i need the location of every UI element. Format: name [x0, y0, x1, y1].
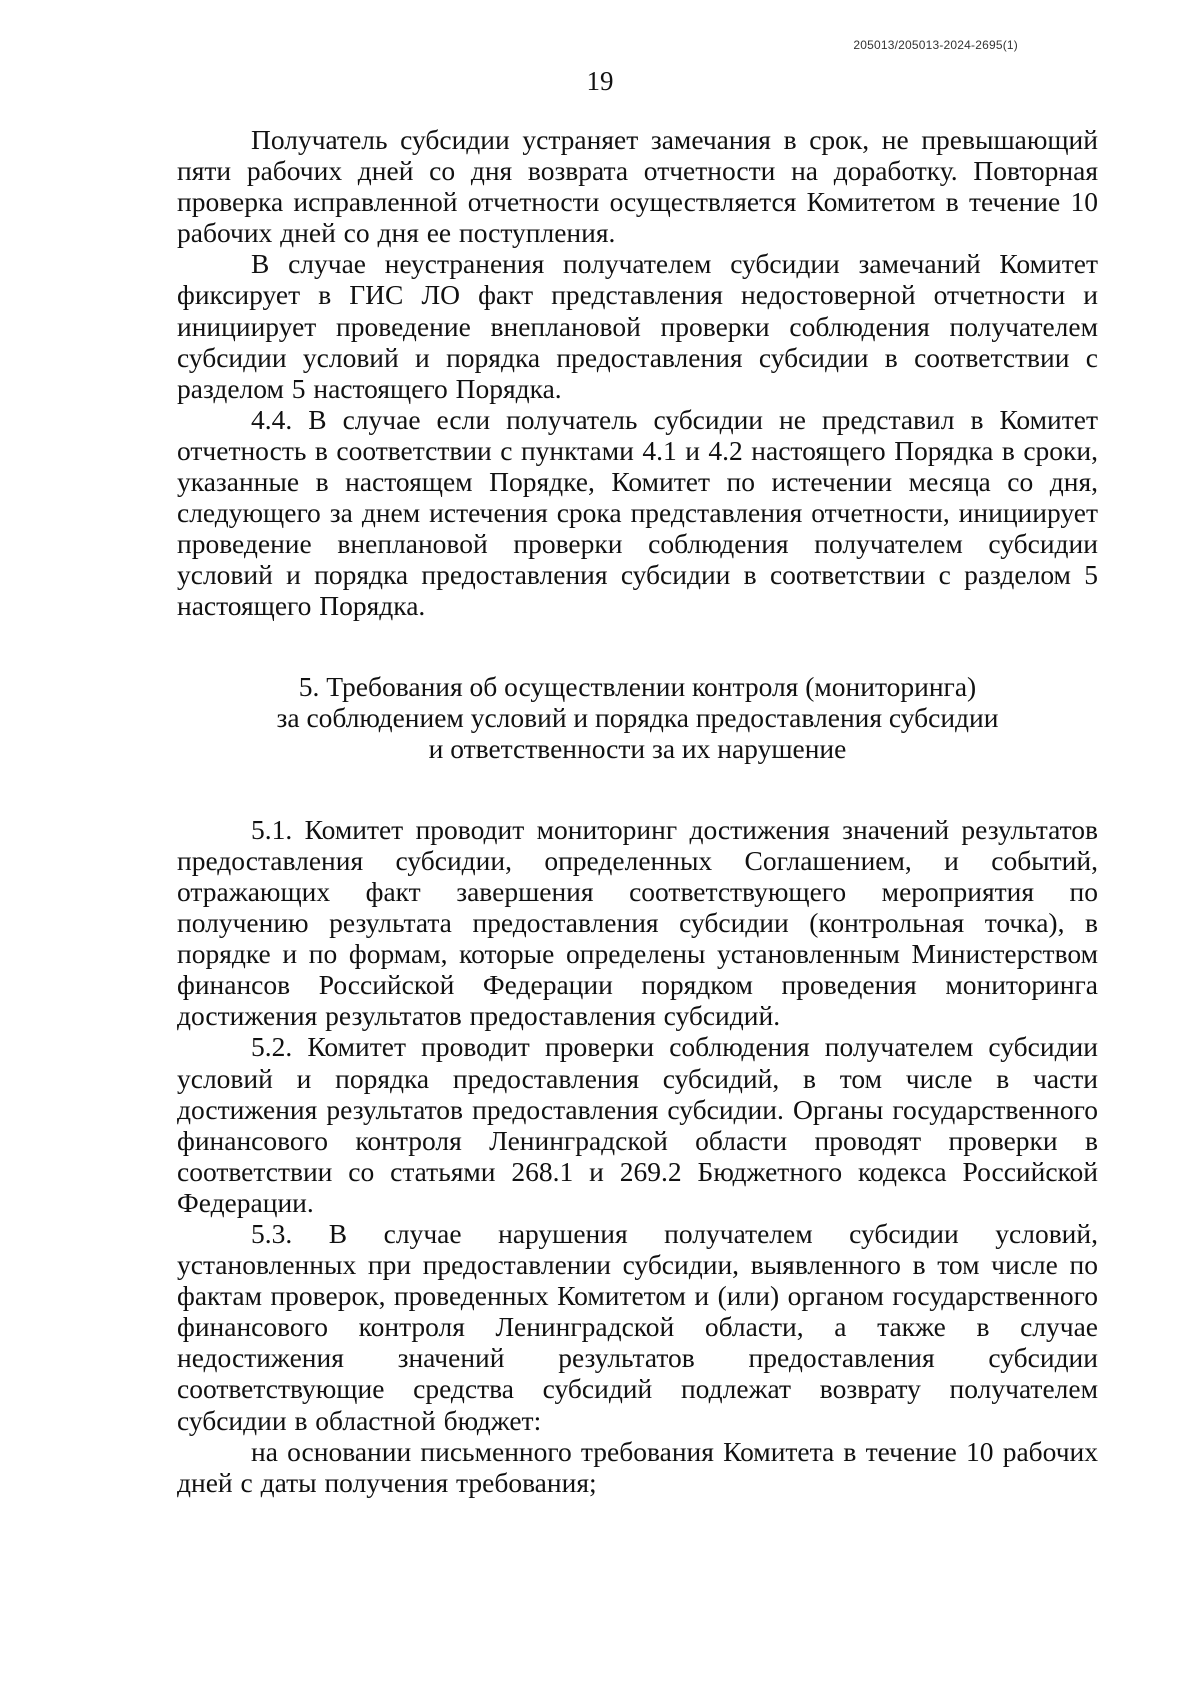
document-body [177, 124, 1098, 1498]
paragraph-unresolved-remarks: В случае неустранения получателем субсидии замечаний Комитет фиксирует в ГИС ЛО факт представления недостоверной отчетности и инициирует проведение внеплановой проверки соблюдения получателем субсидии условий и порядка предоставления субсидии в соответствии с разделом 5 настоящего Порядка. [177, 248, 1098, 404]
paragraph-5-2: 5.2. Комитет проводит проверки соблюдения получателем субсидии условий и порядка предоставления субсидий, в том числе в части достижения результатов предоставления субсидии. Органы государственного финансового контроля Ленинградской области проводят проверки в соответствии со статьями 268.1 и 269.2 Бюджетного кодекса Российской Федерации. [177, 1031, 1098, 1218]
paragraph-5-1: 5.1. Комитет проводит мониторинг достижения значений результатов предоставления субсидии, определенных Соглашением, и событий, отражающих факт завершения соответствующего мероприятия по получению результата предоставления субсидии (контрольная точка), в порядке и по формам, которые определены установленным Министерством финансов Российской Федерации порядком проведения мониторинга достижения результатов предоставления субсидий. [177, 813, 1098, 1032]
paragraph-4-4: 4.4. В случае если получатель субсидии не представил в Комитет отчетность в соответствии с пунктами 4.1 и 4.2 настоящего Порядка в сроки, указанные в настоящем Порядке, Комитет по истечении месяца со дня, следующего за днем истечения срока представления отчетности, инициирует проведение внеплановой проверки соблюдения получателем субсидии условий и порядка предоставления субсидии в соответствии с разделом 5 настоящего Порядка. [177, 403, 1098, 622]
paragraph-remarks-deadline: Получатель субсидии устраняет замечания в срок, не превышающий пяти рабочих дней со дня возврата отчетности на доработку. Повторная проверка исправленной отчетности осуществляется Комитетом в течение 10 рабочих дней со дня ее поступления. [177, 124, 1098, 249]
paragraph-5-3-item: на основании письменного требования Комитета в течение 10 рабочих дней с даты получения требования; [177, 1435, 1098, 1498]
page-number: 19 [586, 66, 614, 96]
paragraph-5-3: 5.3. В случае нарушения получателем субсидии условий, установленных при предоставлении субсидии, выявленного в том числе по фактам проверок, проведенных Комитетом и (или) органом государственного финансового контроля Ленинградской области, а также в случае недостижения значений результатов предоставления субсидии соответствующие средства субсидий подлежат возврату получателем субсидии в областной бюджет: [177, 1218, 1098, 1436]
section-5-heading-line-2: за соблюдением условий и порядка предоставления субсидии [276, 701, 999, 733]
section-5-heading-line-3: и ответственности за их нарушение [428, 732, 847, 764]
document-id: 205013/205013-2024-2695(1) [853, 38, 1018, 52]
section-5-heading [177, 671, 1098, 764]
section-5-heading-line-1: 5. Требования об осуществлении контроля (мониторинга) [298, 670, 977, 702]
